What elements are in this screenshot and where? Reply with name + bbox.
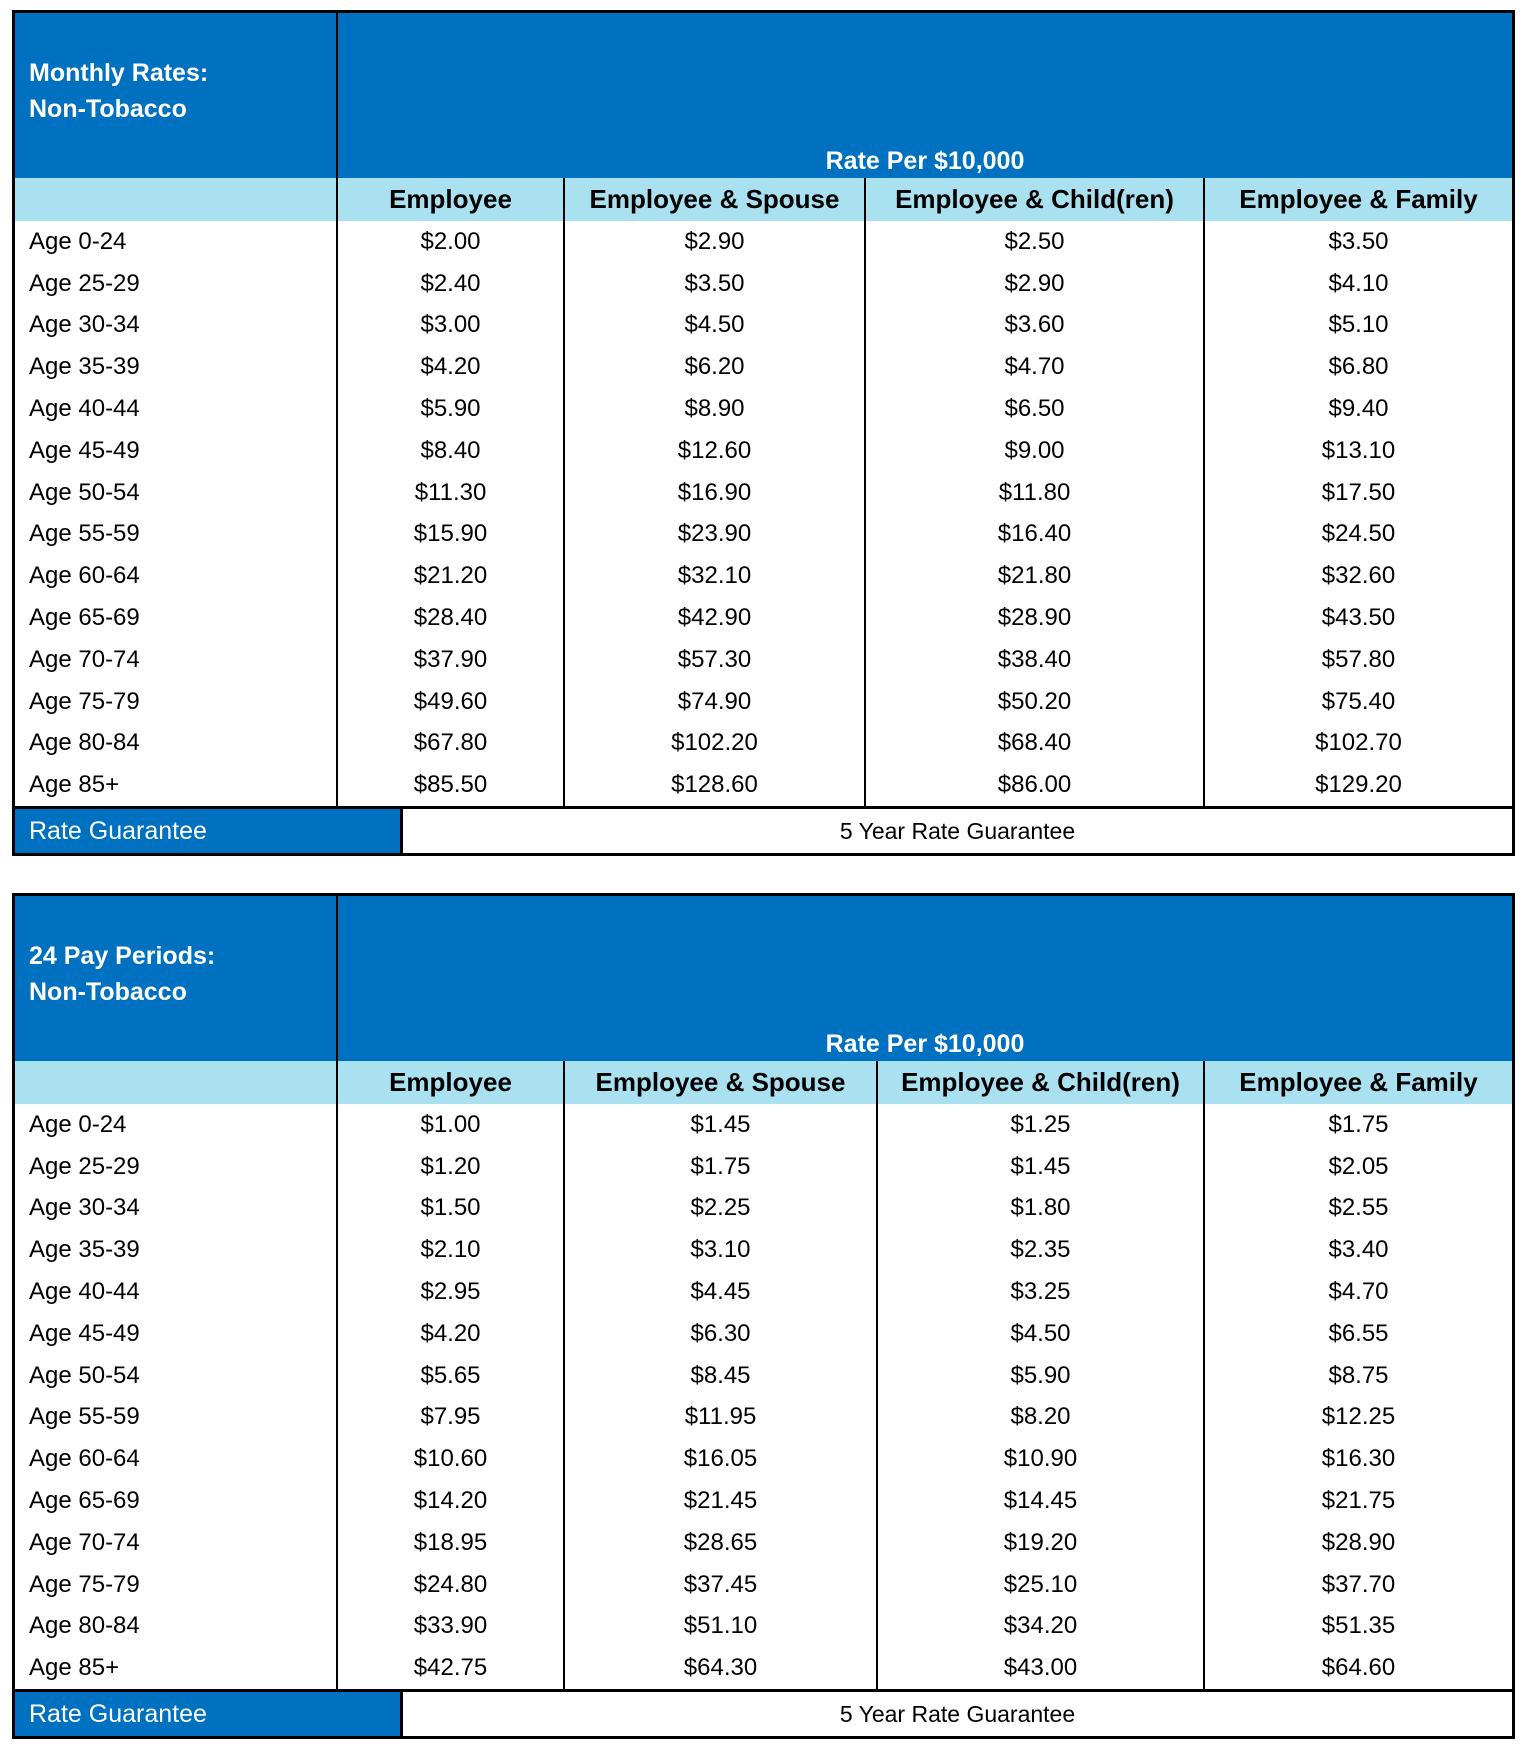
rate-cell-employee-children: $11.80 bbox=[866, 472, 1205, 514]
rate-cell-employee: $2.40 bbox=[338, 263, 565, 305]
table-row bbox=[15, 1146, 1512, 1188]
pay-period-rates-table bbox=[12, 893, 1515, 1739]
rate-cell-employee-family: $4.10 bbox=[1328, 269, 1389, 297]
table-row bbox=[15, 1397, 1512, 1439]
rate-cell-employee-spouse: $28.65 bbox=[565, 1522, 878, 1564]
rate-cell-employee-children: $38.40 bbox=[866, 639, 1205, 681]
rate-cell-employee-family: $32.60 bbox=[1321, 562, 1396, 590]
table-row bbox=[15, 472, 1512, 514]
rate-cell-employee: $10.60 bbox=[338, 1438, 565, 1480]
rate-per-header: Rate Per $10,000 bbox=[825, 1030, 1025, 1058]
age-band-cell: Age 65-69 bbox=[15, 597, 338, 639]
rate-cell-employee-spouse: $3.10 bbox=[565, 1229, 878, 1271]
table-row bbox=[15, 1438, 1512, 1480]
rate-cell-employee-family: $28.90 bbox=[1321, 1528, 1396, 1556]
rate-cell-employee-family: $129.20 bbox=[1315, 771, 1402, 799]
table-row bbox=[15, 639, 1512, 681]
rate-cell-employee: $2.95 bbox=[338, 1271, 565, 1313]
age-band-cell: Age 55-59 bbox=[15, 514, 338, 556]
rate-cell-employee-spouse: $32.10 bbox=[565, 555, 866, 597]
rate-cell-employee-spouse: $16.90 bbox=[565, 472, 866, 514]
rate-cell-employee-children: $68.40 bbox=[866, 723, 1205, 765]
age-band-cell: Age 0-24 bbox=[15, 1104, 338, 1146]
age-band-cell: Age 25-29 bbox=[15, 1146, 338, 1188]
table-row bbox=[15, 221, 1512, 263]
rate-cell-employee-children: $4.50 bbox=[878, 1313, 1205, 1355]
age-band-cell: Age 45-49 bbox=[15, 430, 338, 472]
table-row bbox=[15, 1104, 1512, 1146]
age-band-cell: Age 80-84 bbox=[15, 723, 338, 765]
rate-cell-employee: $1.00 bbox=[338, 1104, 565, 1146]
rate-cell-employee-children: $50.20 bbox=[866, 681, 1205, 723]
age-band-cell: Age 85+ bbox=[15, 1647, 338, 1689]
table-row bbox=[15, 1188, 1512, 1230]
age-band-cell: Age 35-39 bbox=[15, 1229, 338, 1271]
rate-cell-employee-spouse: $16.05 bbox=[565, 1438, 878, 1480]
rate-cell-employee-children: $43.00 bbox=[878, 1647, 1205, 1689]
table-row bbox=[15, 1355, 1512, 1397]
rate-cell-employee-family: $37.70 bbox=[1321, 1570, 1396, 1598]
rate-cell-employee-children: $28.90 bbox=[866, 597, 1205, 639]
age-band-cell: Age 45-49 bbox=[15, 1313, 338, 1355]
rate-cell-employee-spouse: $102.20 bbox=[565, 723, 866, 765]
rate-cell-employee: $42.75 bbox=[338, 1647, 565, 1689]
rate-cell-employee-children: $8.20 bbox=[878, 1397, 1205, 1439]
rate-cell-employee-children: $1.80 bbox=[878, 1188, 1205, 1230]
age-band-cell: Age 30-34 bbox=[15, 1188, 338, 1230]
rate-cell-employee-spouse: $23.90 bbox=[565, 514, 866, 556]
rate-cell-employee-spouse: $4.50 bbox=[565, 305, 866, 347]
rate-cell-employee-spouse: $51.10 bbox=[565, 1606, 878, 1648]
rate-cell-employee-family: $2.05 bbox=[1328, 1152, 1389, 1180]
rate-cell-employee-family: $12.25 bbox=[1321, 1403, 1396, 1431]
rate-cell-employee: $3.00 bbox=[338, 305, 565, 347]
rate-guarantee-label: Rate Guarantee bbox=[15, 809, 403, 853]
column-headers bbox=[15, 1061, 1512, 1104]
rate-cell-employee: $2.10 bbox=[338, 1229, 565, 1271]
rate-cell-employee-spouse: $3.50 bbox=[565, 263, 866, 305]
age-band-cell: Age 80-84 bbox=[15, 1606, 338, 1648]
rate-cell-employee-children: $25.10 bbox=[878, 1564, 1205, 1606]
rate-cell-employee-spouse: $2.25 bbox=[565, 1188, 878, 1230]
rate-cell-employee-children: $9.00 bbox=[866, 430, 1205, 472]
rate-guarantee-value: 5 Year Rate Guarantee bbox=[403, 809, 1512, 853]
table-row bbox=[15, 346, 1512, 388]
age-band-cell: Age 0-24 bbox=[15, 221, 338, 263]
rate-cell-employee: $18.95 bbox=[338, 1522, 565, 1564]
rate-cell-employee-spouse: $1.75 bbox=[565, 1146, 878, 1188]
age-band-cell: Age 35-39 bbox=[15, 346, 338, 388]
rate-cell-employee-family: $3.40 bbox=[1328, 1236, 1389, 1264]
rate-cell-employee-family: $24.50 bbox=[1321, 520, 1396, 548]
table-title-line1: 24 Pay Periods: bbox=[29, 941, 216, 970]
rate-cell-employee-children: $14.45 bbox=[878, 1480, 1205, 1522]
rate-cell-employee-family: $9.40 bbox=[1328, 395, 1389, 423]
age-band-cell: Age 40-44 bbox=[15, 1271, 338, 1313]
rate-cell-employee-spouse: $1.45 bbox=[565, 1104, 878, 1146]
rate-cell-employee-children: $10.90 bbox=[878, 1438, 1205, 1480]
table-body bbox=[15, 1104, 1512, 1689]
rate-cell-employee-spouse: $21.45 bbox=[565, 1480, 878, 1522]
rate-cell-employee-spouse: $64.30 bbox=[565, 1647, 878, 1689]
rate-cell-employee: $49.60 bbox=[338, 681, 565, 723]
rate-cell-employee: $24.80 bbox=[338, 1564, 565, 1606]
rate-cell-employee: $15.90 bbox=[338, 514, 565, 556]
rate-cell-employee-family: $6.80 bbox=[1328, 353, 1389, 381]
rate-cell-employee-children: $3.60 bbox=[866, 305, 1205, 347]
rate-cell-employee: $21.20 bbox=[338, 555, 565, 597]
table-row bbox=[15, 1313, 1512, 1355]
rate-cell-employee-family: $13.10 bbox=[1321, 436, 1396, 464]
table-title-line1: Monthly Rates: bbox=[29, 58, 209, 87]
age-band-cell: Age 65-69 bbox=[15, 1480, 338, 1522]
rate-cell-employee-family: $43.50 bbox=[1321, 604, 1396, 632]
column-header-employee: Employee bbox=[338, 1061, 565, 1104]
column-header-employee-family: Employee & Family bbox=[1239, 184, 1478, 214]
rate-cell-employee-spouse: $37.45 bbox=[565, 1564, 878, 1606]
rate-cell-employee: $28.40 bbox=[338, 597, 565, 639]
rate-cell-employee-spouse: $8.90 bbox=[565, 388, 866, 430]
rate-cell-employee-family: $51.35 bbox=[1321, 1612, 1396, 1640]
rate-cell-employee-children: $6.50 bbox=[866, 388, 1205, 430]
rate-cell-employee-spouse: $2.90 bbox=[565, 221, 866, 263]
rate-cell-employee-children: $2.90 bbox=[866, 263, 1205, 305]
rate-per-header: Rate Per $10,000 bbox=[825, 147, 1025, 175]
rate-cell-employee-spouse: $11.95 bbox=[565, 1397, 878, 1439]
rate-cell-employee-children: $1.25 bbox=[878, 1104, 1205, 1146]
table-row bbox=[15, 597, 1512, 639]
rate-cell-employee: $2.00 bbox=[338, 221, 565, 263]
age-band-cell: Age 75-79 bbox=[15, 1564, 338, 1606]
age-band-cell: Age 70-74 bbox=[15, 639, 338, 681]
rate-cell-employee: $1.50 bbox=[338, 1188, 565, 1230]
rate-cell-employee-spouse: $6.20 bbox=[565, 346, 866, 388]
age-column-header bbox=[15, 1061, 338, 1104]
table-header bbox=[15, 896, 1512, 1061]
rate-cell-employee: $67.80 bbox=[338, 723, 565, 765]
table-row bbox=[15, 1522, 1512, 1564]
table-row bbox=[15, 764, 1512, 806]
rate-cell-employee: $33.90 bbox=[338, 1606, 565, 1648]
rate-guarantee-row bbox=[15, 806, 1512, 853]
rate-cell-employee-spouse: $42.90 bbox=[565, 597, 866, 639]
rate-cell-employee-spouse: $57.30 bbox=[565, 639, 866, 681]
rate-cell-employee-children: $19.20 bbox=[878, 1522, 1205, 1564]
table-row bbox=[15, 555, 1512, 597]
age-band-cell: Age 55-59 bbox=[15, 1397, 338, 1439]
table-header bbox=[15, 13, 1512, 178]
rate-cell-employee-spouse: $6.30 bbox=[565, 1313, 878, 1355]
rate-cell-employee-family: $17.50 bbox=[1321, 478, 1396, 506]
age-band-cell: Age 30-34 bbox=[15, 305, 338, 347]
age-band-cell: Age 70-74 bbox=[15, 1522, 338, 1564]
age-band-cell: Age 75-79 bbox=[15, 681, 338, 723]
rate-cell-employee-children: $21.80 bbox=[866, 555, 1205, 597]
table-title-line2: Non-Tobacco bbox=[29, 977, 187, 1006]
table-row bbox=[15, 430, 1512, 472]
column-headers bbox=[15, 178, 1512, 221]
age-band-cell: Age 25-29 bbox=[15, 263, 338, 305]
age-band-cell: Age 60-64 bbox=[15, 1438, 338, 1480]
rate-cell-employee: $14.20 bbox=[338, 1480, 565, 1522]
rate-cell-employee-children: $16.40 bbox=[866, 514, 1205, 556]
table-title bbox=[15, 13, 338, 178]
rate-cell-employee-children: $4.70 bbox=[866, 346, 1205, 388]
rate-cell-employee-family: $5.10 bbox=[1328, 311, 1389, 339]
rate-cell-employee-children: $2.50 bbox=[866, 221, 1205, 263]
rate-cell-employee-spouse: $74.90 bbox=[565, 681, 866, 723]
rate-cell-employee: $5.90 bbox=[338, 388, 565, 430]
rate-cell-employee: $4.20 bbox=[338, 1313, 565, 1355]
rate-cell-employee-family: $16.30 bbox=[1321, 1445, 1396, 1473]
rate-cell-employee: $1.20 bbox=[338, 1146, 565, 1188]
column-header-employee-spouse: Employee & Spouse bbox=[565, 178, 866, 221]
rate-cell-employee: $8.40 bbox=[338, 430, 565, 472]
rate-cell-employee-spouse: $8.45 bbox=[565, 1355, 878, 1397]
table-row bbox=[15, 1229, 1512, 1271]
table-row bbox=[15, 388, 1512, 430]
rate-guarantee-row bbox=[15, 1689, 1512, 1736]
age-band-cell: Age 50-54 bbox=[15, 472, 338, 514]
monthly-rates-table bbox=[12, 10, 1515, 856]
rate-cell-employee-family: $3.50 bbox=[1328, 227, 1389, 255]
column-header-employee-family: Employee & Family bbox=[1239, 1067, 1478, 1097]
rate-cell-employee: $7.95 bbox=[338, 1397, 565, 1439]
rate-cell-employee-family: $64.60 bbox=[1321, 1654, 1396, 1682]
rate-cell-employee-spouse: $4.45 bbox=[565, 1271, 878, 1313]
rate-cell-employee-children: $86.00 bbox=[866, 764, 1205, 806]
table-body bbox=[15, 221, 1512, 806]
table-row bbox=[15, 723, 1512, 765]
rate-cell-employee: $4.20 bbox=[338, 346, 565, 388]
rate-cell-employee: $5.65 bbox=[338, 1355, 565, 1397]
rate-cell-employee-children: $2.35 bbox=[878, 1229, 1205, 1271]
column-header-employee-children: Employee & Child(ren) bbox=[878, 1061, 1205, 1104]
rate-cell-employee-spouse: $12.60 bbox=[565, 430, 866, 472]
rate-cell-employee-children: $1.45 bbox=[878, 1146, 1205, 1188]
age-band-cell: Age 40-44 bbox=[15, 388, 338, 430]
rate-cell-employee-children: $5.90 bbox=[878, 1355, 1205, 1397]
table-title-line2: Non-Tobacco bbox=[29, 94, 187, 123]
column-header-employee: Employee bbox=[338, 178, 565, 221]
rate-cell-employee-family: $75.40 bbox=[1321, 687, 1396, 715]
age-band-cell: Age 85+ bbox=[15, 764, 338, 806]
column-header-employee-spouse: Employee & Spouse bbox=[565, 1061, 878, 1104]
table-row bbox=[15, 305, 1512, 347]
rate-cell-employee-family: $2.55 bbox=[1328, 1194, 1389, 1222]
table-row bbox=[15, 681, 1512, 723]
rate-cell-employee: $37.90 bbox=[338, 639, 565, 681]
rate-cell-employee-children: $34.20 bbox=[878, 1606, 1205, 1648]
rate-cell-employee-family: $8.75 bbox=[1328, 1361, 1389, 1389]
rate-cell-employee-family: $57.80 bbox=[1321, 645, 1396, 673]
table-title bbox=[15, 896, 338, 1061]
column-header-employee-children: Employee & Child(ren) bbox=[866, 178, 1205, 221]
table-row bbox=[15, 1564, 1512, 1606]
rate-cell-employee-spouse: $128.60 bbox=[565, 764, 866, 806]
rate-cell-employee-family: $4.70 bbox=[1328, 1278, 1389, 1306]
rate-cell-employee-children: $3.25 bbox=[878, 1271, 1205, 1313]
rate-cell-employee-family: $21.75 bbox=[1321, 1487, 1396, 1515]
table-row bbox=[15, 1606, 1512, 1648]
rate-cell-employee-family: $102.70 bbox=[1315, 729, 1402, 757]
table-row bbox=[15, 1647, 1512, 1689]
age-band-cell: Age 60-64 bbox=[15, 555, 338, 597]
age-column-header bbox=[15, 178, 338, 221]
rate-guarantee-label: Rate Guarantee bbox=[15, 1692, 403, 1736]
rate-cell-employee-family: $1.75 bbox=[1328, 1110, 1389, 1138]
table-row bbox=[15, 514, 1512, 556]
table-row bbox=[15, 1271, 1512, 1313]
rate-cell-employee: $11.30 bbox=[338, 472, 565, 514]
rate-cell-employee: $85.50 bbox=[338, 764, 565, 806]
rate-cell-employee-family: $6.55 bbox=[1328, 1319, 1389, 1347]
rate-guarantee-value: 5 Year Rate Guarantee bbox=[403, 1692, 1512, 1736]
table-row bbox=[15, 1480, 1512, 1522]
table-row bbox=[15, 263, 1512, 305]
age-band-cell: Age 50-54 bbox=[15, 1355, 338, 1397]
